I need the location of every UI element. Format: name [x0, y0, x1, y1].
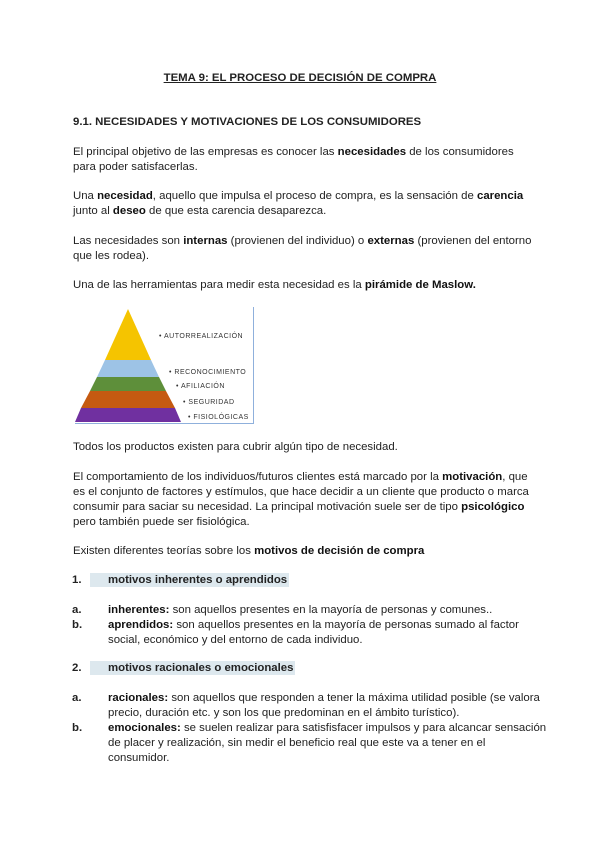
pyramid-level-reconocimiento: [97, 360, 159, 377]
paragraph: Una necesidad, aquello que impulsa el proceso de compra, es la sensación de carencia junto al deseo de que esta carencia desaparezca.: [73, 190, 524, 217]
pyramid-level-fisiologicas: [75, 408, 181, 422]
pyramid-label: • SEGURIDAD: [183, 399, 235, 406]
paragraph: El principal objetivo de las empresas es conocer las necesidades de los consumidores para poder satisfacerlas.: [73, 146, 514, 173]
list-item: b. aprendidos: son aquellos presentes en la mayoría de personas sumado al factor social, económico y del entorno de cada individuo.: [72, 619, 519, 646]
section-heading: 9.1. NECESIDADES Y MOTIVACIONES DE LOS CONSUMIDORES: [73, 116, 422, 128]
pyramid-level-autorrealizacion: [105, 309, 151, 360]
list-heading: 1. motivos inherentes o aprendidos: [72, 574, 288, 586]
pyramid-label: • AUTORREALIZACIÓN: [159, 333, 244, 340]
pyramid-label: • FISIOLÓGICAS: [188, 414, 249, 421]
pyramid-label: • RECONOCIMIENTO: [169, 369, 247, 376]
list-heading: 2. motivos racionales o emocionales: [72, 662, 294, 674]
pyramid-label: • AFILIACIÓN: [176, 383, 225, 390]
maslow-pyramid-image: [75, 307, 254, 424]
paragraph: El comportamiento de los individuos/futuros clientes está marcado por la motivación, que es el conjunto de factores y estímulos, que hace decidir a un cliente que producto o marca consumir para saciar su necesidad. La principal motivación suele ser de tipo psicológico pero también puede ser fisiológica.: [73, 471, 529, 528]
paragraph: Una de las herramientas para medir esta necesidad es la pirámide de Maslow.: [73, 279, 476, 291]
list-item: b. emocionales: se suelen realizar para satisfisfacer impulsos y para alcancar sensación de placer y realización, sin medir el beneficio real que este va a tener en el consumidor.: [72, 722, 547, 764]
page-title: TEMA 9: EL PROCESO DE DECISIÓN DE COMPRA: [163, 72, 437, 84]
pyramid-level-afiliacion: [90, 377, 166, 391]
pyramid-level-seguridad: [81, 391, 175, 408]
paragraph: Existen diferentes teorías sobre los motivos de decisión de compra: [73, 545, 425, 557]
list-item: a. inherentes: son aquellos presentes en la mayoría de personas y comunes..: [72, 604, 493, 616]
paragraph: Todos los productos existen para cubrir algún tipo de necesidad.: [73, 441, 398, 453]
paragraph: Las necesidades son internas (provienen del individuo) o externas (provienen del entorno que les rodea).: [73, 235, 532, 262]
list-item: a. racionales: son aquellos que responden a tener la máxima utilidad posible (se valora precio, duración etc. y son los que predominan en el ámbito turístico).: [72, 692, 540, 719]
